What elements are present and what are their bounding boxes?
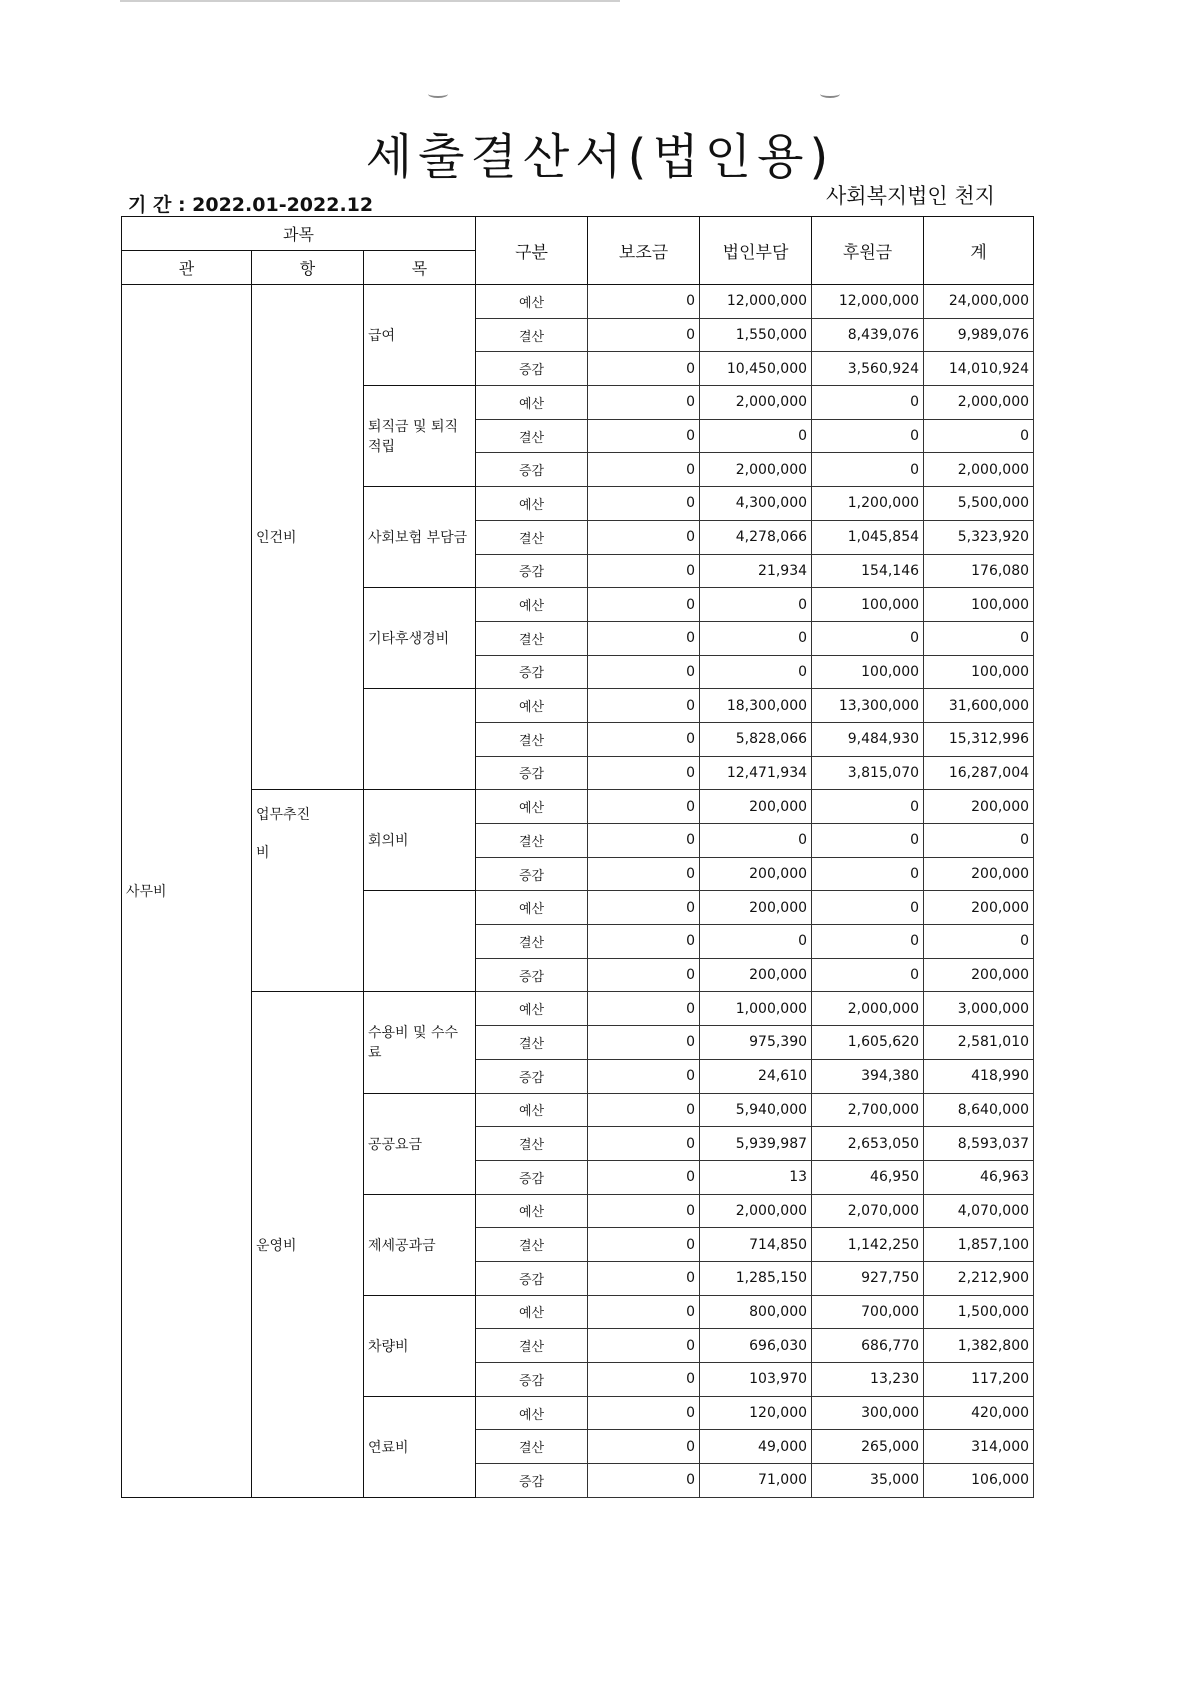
subsidy-cell: 0: [588, 318, 700, 352]
subsidy-cell: 0: [588, 722, 700, 756]
subsidy-cell: 0: [588, 386, 700, 420]
row-type-cell: 증감: [476, 1160, 588, 1194]
mok-cell: 차량비: [364, 1295, 476, 1396]
corporate-cell: 18,300,000: [700, 689, 812, 723]
mok-cell: 사회보험 부담금: [364, 487, 476, 588]
subsidy-cell: 0: [588, 958, 700, 992]
mok-cell: 수용비 및 수수료: [364, 992, 476, 1093]
mok-cell: 기타후생경비: [364, 588, 476, 689]
mok-cell: [364, 689, 476, 790]
total-cell: 176,080: [924, 554, 1034, 588]
row-type-cell: 결산: [476, 1228, 588, 1262]
total-cell: 14,010,924: [924, 352, 1034, 386]
subsidy-cell: 0: [588, 756, 700, 790]
subsidy-cell: 0: [588, 1160, 700, 1194]
donation-cell: 0: [812, 824, 924, 858]
category-header: 과목: [122, 217, 476, 251]
corporate-cell: 1,000,000: [700, 992, 812, 1026]
total-cell: 200,000: [924, 891, 1034, 925]
hang-operation-label: 운영비: [256, 1237, 297, 1254]
row-type-cell: 결산: [476, 520, 588, 554]
total-cell: 4,070,000: [924, 1194, 1034, 1228]
punch-hole-mark: [820, 90, 840, 98]
hang-header: 항: [252, 251, 364, 285]
gwan-cell: 사무비: [122, 285, 252, 1498]
row-type-cell: 결산: [476, 419, 588, 453]
row-type-cell: 결산: [476, 621, 588, 655]
total-cell: 200,000: [924, 857, 1034, 891]
corporate-cell: 800,000: [700, 1295, 812, 1329]
row-type-cell: 예산: [476, 285, 588, 319]
subsidy-cell: 0: [588, 1329, 700, 1363]
donation-cell: 0: [812, 453, 924, 487]
corporate-cell: 5,828,066: [700, 722, 812, 756]
row-type-cell: 증감: [476, 958, 588, 992]
row-type-cell: 증감: [476, 1261, 588, 1295]
subsidy-cell: 0: [588, 1261, 700, 1295]
total-cell: 16,287,004: [924, 756, 1034, 790]
total-cell: 1,500,000: [924, 1295, 1034, 1329]
corporate-cell: 0: [700, 655, 812, 689]
corporate-cell: 1,550,000: [700, 318, 812, 352]
subsidy-cell: 0: [588, 285, 700, 319]
corporate-cell: 120,000: [700, 1396, 812, 1430]
corporate-cell: 2,000,000: [700, 1194, 812, 1228]
row-type-cell: 결산: [476, 925, 588, 959]
corporate-cell: 200,000: [700, 857, 812, 891]
row-type-cell: 증감: [476, 1464, 588, 1498]
row-type-cell: 결산: [476, 318, 588, 352]
table-row: [122, 992, 1034, 1026]
subsidy-cell: 0: [588, 1396, 700, 1430]
donation-cell: 927,750: [812, 1261, 924, 1295]
donation-cell: 1,605,620: [812, 1026, 924, 1060]
donation-cell: 46,950: [812, 1160, 924, 1194]
donation-cell: 3,815,070: [812, 756, 924, 790]
total-cell: 0: [924, 925, 1034, 959]
row-type-cell: 결산: [476, 1329, 588, 1363]
subsidy-cell: 0: [588, 520, 700, 554]
total-cell: 106,000: [924, 1464, 1034, 1498]
total-cell: 100,000: [924, 655, 1034, 689]
total-cell: 8,640,000: [924, 1093, 1034, 1127]
corporate-cell: 975,390: [700, 1026, 812, 1060]
donation-header: 후원금: [812, 217, 924, 285]
row-type-cell: 예산: [476, 588, 588, 622]
document-title: 세출결산서(법인용): [365, 129, 835, 185]
row-type-cell: 예산: [476, 1093, 588, 1127]
table-row: [122, 790, 1034, 824]
mok-header: 목: [364, 251, 476, 285]
total-cell: 46,963: [924, 1160, 1034, 1194]
donation-cell: 0: [812, 891, 924, 925]
donation-cell: 0: [812, 419, 924, 453]
scan-artifact-line: [120, 0, 620, 2]
corporate-header: 법인부담: [700, 217, 812, 285]
row-type-cell: 결산: [476, 824, 588, 858]
mok-cell: 회의비: [364, 790, 476, 891]
corporate-cell: 5,940,000: [700, 1093, 812, 1127]
donation-cell: 394,380: [812, 1059, 924, 1093]
total-cell: 2,000,000: [924, 453, 1034, 487]
corporate-cell: 1,285,150: [700, 1261, 812, 1295]
subsidy-cell: 0: [588, 487, 700, 521]
expenditure-table: [121, 216, 1034, 1498]
subsidy-cell: 0: [588, 1430, 700, 1464]
total-cell: 3,000,000: [924, 992, 1034, 1026]
donation-cell: 300,000: [812, 1396, 924, 1430]
period-label: 기 간 : 2022.01-2022.12: [128, 194, 374, 216]
subsidy-cell: 0: [588, 1093, 700, 1127]
subsidy-cell: 0: [588, 1464, 700, 1498]
total-cell: 31,600,000: [924, 689, 1034, 723]
donation-cell: 0: [812, 925, 924, 959]
row-type-cell: 증감: [476, 1363, 588, 1397]
donation-cell: 686,770: [812, 1329, 924, 1363]
donation-cell: 3,560,924: [812, 352, 924, 386]
mok-cell: [364, 891, 476, 992]
donation-cell: 0: [812, 790, 924, 824]
corporate-cell: 200,000: [700, 790, 812, 824]
row-type-cell: 증감: [476, 756, 588, 790]
corporate-cell: 2,000,000: [700, 386, 812, 420]
total-cell: 1,857,100: [924, 1228, 1034, 1262]
corporate-cell: 10,450,000: [700, 352, 812, 386]
table-row: [122, 285, 1034, 319]
subsidy-cell: 0: [588, 655, 700, 689]
donation-cell: 13,300,000: [812, 689, 924, 723]
corporate-cell: 4,278,066: [700, 520, 812, 554]
hang-business: [252, 790, 364, 992]
subsidy-cell: 0: [588, 554, 700, 588]
subsidy-cell: 0: [588, 1127, 700, 1161]
gwan-header: 관: [122, 251, 252, 285]
donation-cell: 700,000: [812, 1295, 924, 1329]
total-cell: 0: [924, 621, 1034, 655]
corporate-cell: 5,939,987: [700, 1127, 812, 1161]
type-header: 구분: [476, 217, 588, 285]
corporate-cell: 12,471,934: [700, 756, 812, 790]
total-cell: 2,000,000: [924, 386, 1034, 420]
mok-cell: 급여: [364, 285, 476, 386]
subsidy-cell: 0: [588, 824, 700, 858]
row-type-cell: 예산: [476, 1194, 588, 1228]
row-type-cell: 예산: [476, 891, 588, 925]
row-type-cell: 예산: [476, 689, 588, 723]
corporate-cell: 21,934: [700, 554, 812, 588]
total-cell: 0: [924, 824, 1034, 858]
subsidy-cell: 0: [588, 1228, 700, 1262]
corporate-cell: 13: [700, 1160, 812, 1194]
subsidy-cell: 0: [588, 621, 700, 655]
donation-cell: 154,146: [812, 554, 924, 588]
corporate-cell: 714,850: [700, 1228, 812, 1262]
hang-business-label-2: 비: [256, 845, 270, 862]
corporate-cell: 0: [700, 419, 812, 453]
corporate-cell: 696,030: [700, 1329, 812, 1363]
subsidy-cell: 0: [588, 1059, 700, 1093]
corporate-cell: 0: [700, 621, 812, 655]
donation-cell: 9,484,930: [812, 722, 924, 756]
subsidy-cell: 0: [588, 1194, 700, 1228]
subsidy-cell: 0: [588, 419, 700, 453]
row-type-cell: 예산: [476, 992, 588, 1026]
total-cell: 314,000: [924, 1430, 1034, 1464]
mok-cell: 연료비: [364, 1396, 476, 1497]
row-type-cell: 증감: [476, 655, 588, 689]
subsidy-cell: 0: [588, 588, 700, 622]
donation-cell: 265,000: [812, 1430, 924, 1464]
donation-cell: 8,439,076: [812, 318, 924, 352]
subsidy-cell: 0: [588, 992, 700, 1026]
row-type-cell: 결산: [476, 1127, 588, 1161]
subsidy-header: 보조금: [588, 217, 700, 285]
donation-cell: 2,070,000: [812, 1194, 924, 1228]
subsidy-cell: 0: [588, 857, 700, 891]
row-type-cell: 예산: [476, 1295, 588, 1329]
corporate-cell: 24,610: [700, 1059, 812, 1093]
corporate-cell: 200,000: [700, 958, 812, 992]
total-cell: 200,000: [924, 790, 1034, 824]
subsidy-cell: 0: [588, 790, 700, 824]
corporate-cell: 12,000,000: [700, 285, 812, 319]
row-type-cell: 예산: [476, 790, 588, 824]
donation-cell: 2,700,000: [812, 1093, 924, 1127]
subsidy-cell: 0: [588, 1363, 700, 1397]
total-cell: 9,989,076: [924, 318, 1034, 352]
subsidy-cell: 0: [588, 1026, 700, 1060]
total-cell: 8,593,037: [924, 1127, 1034, 1161]
row-type-cell: 증감: [476, 352, 588, 386]
hang-personnel-label: 인건비: [256, 530, 297, 547]
donation-cell: 0: [812, 386, 924, 420]
row-type-cell: 결산: [476, 1026, 588, 1060]
row-type-cell: 결산: [476, 722, 588, 756]
organization-name: 사회복지법인 천지: [826, 184, 995, 208]
total-cell: 15,312,996: [924, 722, 1034, 756]
total-cell: 2,581,010: [924, 1026, 1034, 1060]
total-cell: 2,212,900: [924, 1261, 1034, 1295]
subsidy-cell: 0: [588, 1295, 700, 1329]
hang-operation: [252, 992, 364, 1497]
subsidy-cell: 0: [588, 352, 700, 386]
donation-cell: 12,000,000: [812, 285, 924, 319]
total-cell: 117,200: [924, 1363, 1034, 1397]
donation-cell: 35,000: [812, 1464, 924, 1498]
row-type-cell: 결산: [476, 1430, 588, 1464]
subsidy-cell: 0: [588, 925, 700, 959]
donation-cell: 2,000,000: [812, 992, 924, 1026]
donation-cell: 0: [812, 857, 924, 891]
hang-business-label: 업무추진: [256, 807, 311, 824]
donation-cell: 1,045,854: [812, 520, 924, 554]
donation-cell: 100,000: [812, 588, 924, 622]
mok-cell: 퇴직금 및 퇴직적립: [364, 386, 476, 487]
corporate-cell: 0: [700, 824, 812, 858]
row-type-cell: 증감: [476, 554, 588, 588]
corporate-cell: 0: [700, 925, 812, 959]
punch-hole-mark: [428, 90, 448, 98]
donation-cell: 1,200,000: [812, 487, 924, 521]
row-type-cell: 증감: [476, 1059, 588, 1093]
subsidy-cell: 0: [588, 689, 700, 723]
total-cell: 0: [924, 419, 1034, 453]
total-cell: 24,000,000: [924, 285, 1034, 319]
table-body: [122, 285, 1034, 1498]
row-type-cell: 증감: [476, 857, 588, 891]
total-cell: 5,500,000: [924, 487, 1034, 521]
corporate-cell: 0: [700, 588, 812, 622]
corporate-cell: 4,300,000: [700, 487, 812, 521]
total-cell: 420,000: [924, 1396, 1034, 1430]
hang-personnel: [252, 285, 364, 790]
total-cell: 418,990: [924, 1059, 1034, 1093]
total-cell: 5,323,920: [924, 520, 1034, 554]
subsidy-cell: 0: [588, 891, 700, 925]
total-cell: 100,000: [924, 588, 1034, 622]
corporate-cell: 2,000,000: [700, 453, 812, 487]
subsidy-cell: 0: [588, 453, 700, 487]
total-cell: 200,000: [924, 958, 1034, 992]
corporate-cell: 200,000: [700, 891, 812, 925]
donation-cell: 13,230: [812, 1363, 924, 1397]
mok-cell: 제세공과금: [364, 1194, 476, 1295]
row-type-cell: 예산: [476, 386, 588, 420]
donation-cell: 2,653,050: [812, 1127, 924, 1161]
total-cell: 1,382,800: [924, 1329, 1034, 1363]
row-type-cell: 증감: [476, 453, 588, 487]
donation-cell: 0: [812, 621, 924, 655]
row-type-cell: 예산: [476, 1396, 588, 1430]
corporate-cell: 103,970: [700, 1363, 812, 1397]
donation-cell: 0: [812, 958, 924, 992]
donation-cell: 1,142,250: [812, 1228, 924, 1262]
mok-cell: 공공요금: [364, 1093, 476, 1194]
total-header: 계: [924, 217, 1034, 285]
donation-cell: 100,000: [812, 655, 924, 689]
corporate-cell: 49,000: [700, 1430, 812, 1464]
row-type-cell: 예산: [476, 487, 588, 521]
corporate-cell: 71,000: [700, 1464, 812, 1498]
